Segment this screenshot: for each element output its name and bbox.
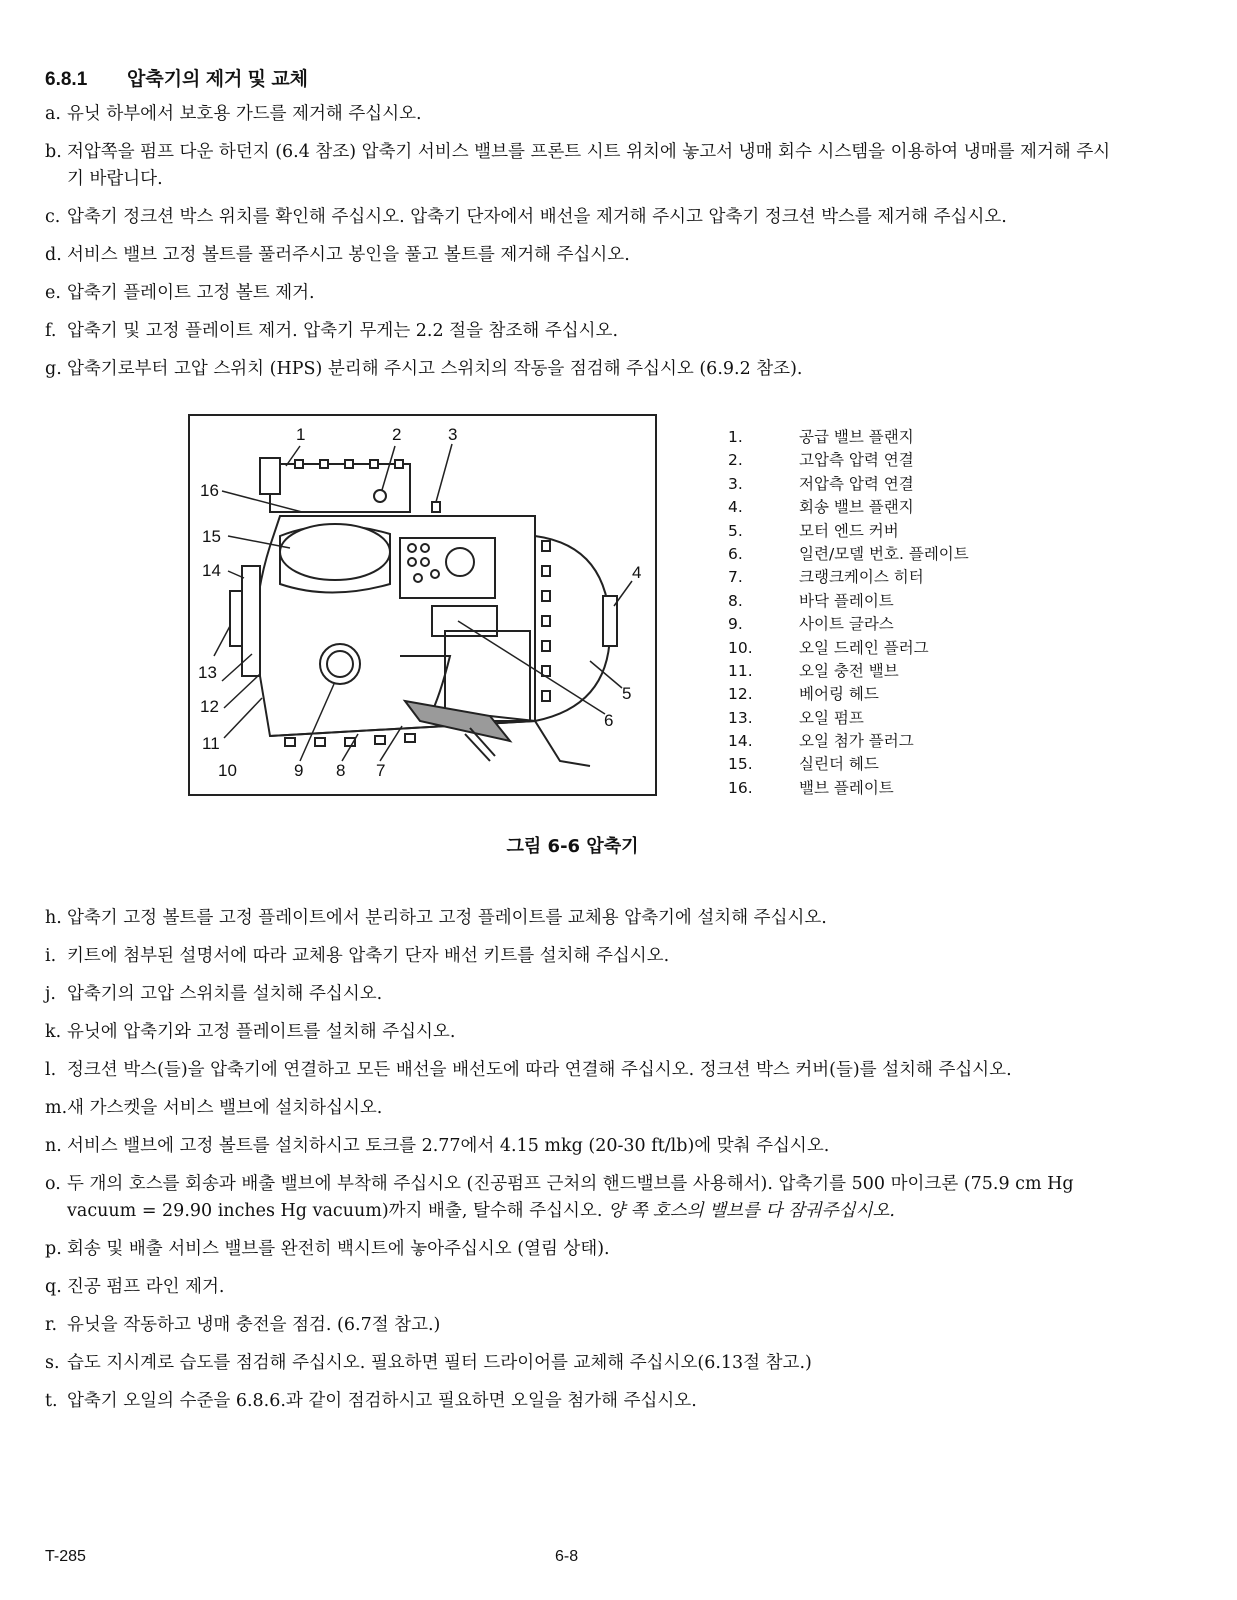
step-text: 서비스 밸브에 고정 볼트를 설치하시고 토크를 2.77에서 4.15 mkg (20-30 ft/lb)에 맞춰 주십시오. bbox=[67, 1136, 830, 1156]
legend-number: 9. bbox=[728, 615, 743, 634]
legend-number: 4. bbox=[728, 498, 743, 517]
legend-row bbox=[728, 449, 969, 472]
step-text: 압축기 오일의 수준을 6.8.6.과 같이 점검하시고 필요하면 오일을 첨가해 주십시오. bbox=[67, 1391, 697, 1411]
legend-row bbox=[728, 660, 969, 683]
step-text: 유닛을 작동하고 냉매 충전을 점검. (6.7절 참고.) bbox=[67, 1315, 441, 1335]
callout-13: 13 bbox=[198, 663, 217, 682]
legend-row bbox=[728, 590, 969, 613]
legend-number: 7. bbox=[728, 568, 743, 587]
step-text bbox=[67, 1171, 1120, 1225]
step-g bbox=[45, 356, 1120, 383]
legend-row bbox=[728, 707, 969, 730]
step-letter: m. bbox=[45, 1098, 68, 1118]
step-l bbox=[45, 1057, 1120, 1084]
legend-label: 회송 밸브 플랜지 bbox=[799, 498, 914, 517]
callout-1: 1 bbox=[296, 425, 306, 444]
callout-8: 8 bbox=[336, 761, 346, 780]
legend-row bbox=[728, 496, 969, 519]
callout-12: 12 bbox=[200, 697, 219, 716]
legend-row bbox=[728, 520, 969, 543]
legend-row bbox=[728, 777, 969, 800]
steps-list-bottom bbox=[45, 905, 1120, 1426]
legend-label: 실린더 헤드 bbox=[799, 755, 879, 774]
step-letter: g. bbox=[45, 359, 62, 379]
step-letter: s. bbox=[45, 1353, 60, 1373]
callout-10: 10 bbox=[218, 761, 237, 780]
legend-number: 10. bbox=[728, 638, 753, 657]
legend-number: 2. bbox=[728, 451, 743, 470]
step-s bbox=[45, 1350, 1120, 1377]
callout-3: 3 bbox=[448, 425, 458, 444]
step-letter: q. bbox=[45, 1277, 62, 1297]
steps-list-top bbox=[45, 101, 1120, 394]
legend-row bbox=[728, 473, 969, 496]
legend-number: 13. bbox=[728, 708, 753, 727]
section-title: 압축기의 제거 및 교체 bbox=[127, 69, 309, 90]
legend-row bbox=[728, 730, 969, 753]
step-text: 압축기 플레이트 고정 볼트 제거. bbox=[67, 283, 315, 303]
step-letter: f. bbox=[45, 321, 57, 341]
step-letter: c. bbox=[45, 207, 61, 227]
section-number: 6.8.1 bbox=[45, 69, 88, 90]
step-d bbox=[45, 242, 1120, 269]
legend-number: 16. bbox=[728, 778, 753, 797]
legend-label: 모터 엔드 커버 bbox=[799, 521, 899, 540]
step-text: 압축기의 고압 스위치를 설치해 주십시오. bbox=[67, 984, 383, 1004]
step-text: 압축기 정크션 박스 위치를 확인해 주십시오. 압축기 단자에서 배선을 제거해 주시고 압축기 정크션 박스를 제거해 주십시오. bbox=[67, 207, 1007, 227]
compressor-figure bbox=[188, 414, 657, 796]
legend-number: 15. bbox=[728, 755, 753, 774]
legend-label: 오일 드레인 플러그 bbox=[799, 638, 929, 657]
callout-5: 5 bbox=[622, 684, 632, 703]
step-m bbox=[45, 1095, 1120, 1122]
legend-label: 바닥 플레이트 bbox=[799, 591, 894, 610]
callout-11: 11 bbox=[202, 734, 220, 753]
legend-label: 밸브 플레이트 bbox=[799, 778, 894, 797]
legend-number: 11. bbox=[728, 661, 753, 680]
step-e bbox=[45, 280, 1120, 307]
step-text-main: 두 개의 호스를 회송과 배출 밸브에 부착해 주십시오 (진공펌프 근처의 핸드밸브를 사용해서). 압축기를 500 마이크론 (75.9 cm Hg vacuum = 29.90 inches Hg vacuum)까지 배출, 탈수해 주십시오. bbox=[67, 1174, 1074, 1221]
step-letter: o. bbox=[45, 1174, 61, 1194]
legend-label: 크랭크케이스 히터 bbox=[799, 568, 924, 587]
step-c bbox=[45, 204, 1120, 231]
step-text-emphasis: 양 쪽 호스의 밸브를 다 잠궈주십시오. bbox=[608, 1201, 895, 1221]
step-text: 키트에 첨부된 설명서에 따라 교체용 압축기 단자 배선 키트를 설치해 주십시오. bbox=[67, 946, 670, 966]
step-letter: n. bbox=[45, 1136, 62, 1156]
legend-number: 3. bbox=[728, 474, 743, 493]
callout-6: 6 bbox=[604, 711, 614, 730]
legend-label: 사이트 글라스 bbox=[799, 615, 894, 634]
callout-16: 16 bbox=[200, 481, 219, 500]
callout-14: 14 bbox=[202, 561, 221, 580]
step-i bbox=[45, 943, 1120, 970]
callout-9: 9 bbox=[294, 761, 304, 780]
legend-number: 14. bbox=[728, 732, 753, 751]
callout-4: 4 bbox=[632, 563, 642, 582]
step-text: 유닛 하부에서 보호용 가드를 제거해 주십시오. bbox=[67, 104, 422, 124]
legend-label: 공급 밸브 플랜지 bbox=[799, 428, 914, 446]
step-text: 새 가스켓을 서비스 밸브에 설치하십시오. bbox=[67, 1098, 383, 1118]
step-letter: b. bbox=[45, 142, 62, 162]
step-o bbox=[45, 1171, 1120, 1225]
step-text: 압축기 및 고정 플레이트 제거. 압축기 무게는 2.2 절을 참조해 주십시오. bbox=[67, 321, 619, 341]
step-k bbox=[45, 1019, 1120, 1046]
step-t bbox=[45, 1388, 1120, 1415]
step-text: 회송 및 배출 서비스 밸브를 완전히 백시트에 놓아주십시오 (열림 상태). bbox=[67, 1239, 610, 1259]
step-text: 유닛에 압축기와 고정 플레이트를 설치해 주십시오. bbox=[67, 1022, 456, 1042]
legend-label: 오일 충전 밸브 bbox=[799, 661, 899, 680]
legend-label: 고압측 압력 연결 bbox=[799, 451, 914, 470]
step-letter: j. bbox=[45, 984, 56, 1004]
step-letter: r. bbox=[45, 1315, 58, 1335]
legend-label: 오일 펌프 bbox=[799, 708, 864, 727]
legend-row bbox=[728, 566, 969, 589]
step-letter: p. bbox=[45, 1239, 62, 1259]
step-text: 서비스 밸브 고정 볼트를 풀러주시고 봉인을 풀고 볼트를 제거해 주십시오. bbox=[67, 245, 630, 265]
step-text: 습도 지시계로 습도를 점검해 주십시오. 필요하면 필터 드라이어를 교체해 주십시오(6.13절 참고.) bbox=[67, 1353, 812, 1373]
step-r bbox=[45, 1312, 1120, 1339]
step-letter: t. bbox=[45, 1391, 58, 1411]
step-letter: a. bbox=[45, 104, 61, 124]
section-heading bbox=[45, 64, 308, 91]
step-f bbox=[45, 318, 1120, 345]
legend-number: 6. bbox=[728, 544, 743, 563]
step-letter: e. bbox=[45, 283, 61, 303]
legend-number: 12. bbox=[728, 685, 753, 704]
step-q bbox=[45, 1274, 1120, 1301]
step-letter: i. bbox=[45, 946, 57, 966]
step-text: 정크션 박스(들)을 압축기에 연결하고 모든 배선을 배선도에 따라 연결해 주십시오. 정크션 박스 커버(들)를 설치해 주십시오. bbox=[67, 1060, 1012, 1080]
step-letter: l. bbox=[45, 1060, 57, 1080]
compressor-drawing bbox=[190, 416, 655, 794]
step-h bbox=[45, 905, 1120, 932]
legend-row bbox=[728, 613, 969, 636]
legend-row bbox=[728, 637, 969, 660]
legend-number: 8. bbox=[728, 591, 743, 610]
step-text: 압축기로부터 고압 스위치 (HPS) 분리해 주시고 스위치의 작동을 점검해 주십시오 (6.9.2 참조). bbox=[67, 359, 803, 379]
step-p bbox=[45, 1236, 1120, 1263]
step-letter: d. bbox=[45, 245, 62, 265]
legend-number: 1. bbox=[728, 428, 743, 446]
legend-row bbox=[728, 753, 969, 776]
step-text: 진공 펌프 라인 제거. bbox=[67, 1277, 225, 1297]
step-letter: k. bbox=[45, 1022, 62, 1042]
callout-7: 7 bbox=[376, 761, 386, 780]
legend-label: 저압측 압력 연결 bbox=[799, 474, 914, 493]
legend-number: 5. bbox=[728, 521, 743, 540]
figure-legend bbox=[728, 426, 969, 800]
legend-label: 일련/모델 번호. 플레이트 bbox=[799, 544, 969, 563]
step-text: 압축기 고정 볼트를 고정 플레이트에서 분리하고 고정 플레이트를 교체용 압축기에 설치해 주십시오. bbox=[67, 908, 827, 928]
legend-row bbox=[728, 543, 969, 566]
step-n bbox=[45, 1133, 1120, 1160]
legend-row bbox=[728, 426, 969, 449]
legend-label: 베어링 헤드 bbox=[799, 685, 879, 704]
step-text: 저압쪽을 펌프 다운 하던지 (6.4 참조) 압축기 서비스 밸브를 프론트 시트 위치에 놓고서 냉매 회수 시스템을 이용하여 냉매를 제거해 주시기 바랍니다. bbox=[67, 142, 1111, 189]
step-a bbox=[45, 101, 1120, 128]
legend-row bbox=[728, 683, 969, 706]
step-letter: h. bbox=[45, 908, 62, 928]
step-b bbox=[45, 139, 1120, 193]
legend-label: 오일 첨가 플러그 bbox=[799, 732, 914, 751]
footer-doc-id: T-285 bbox=[45, 1548, 86, 1565]
callout-15: 15 bbox=[202, 527, 221, 546]
figure-caption: 그림 6-6 압축기 bbox=[506, 836, 639, 857]
step-j bbox=[45, 981, 1120, 1008]
footer-page-number: 6-8 bbox=[555, 1548, 579, 1565]
callout-2: 2 bbox=[392, 425, 402, 444]
